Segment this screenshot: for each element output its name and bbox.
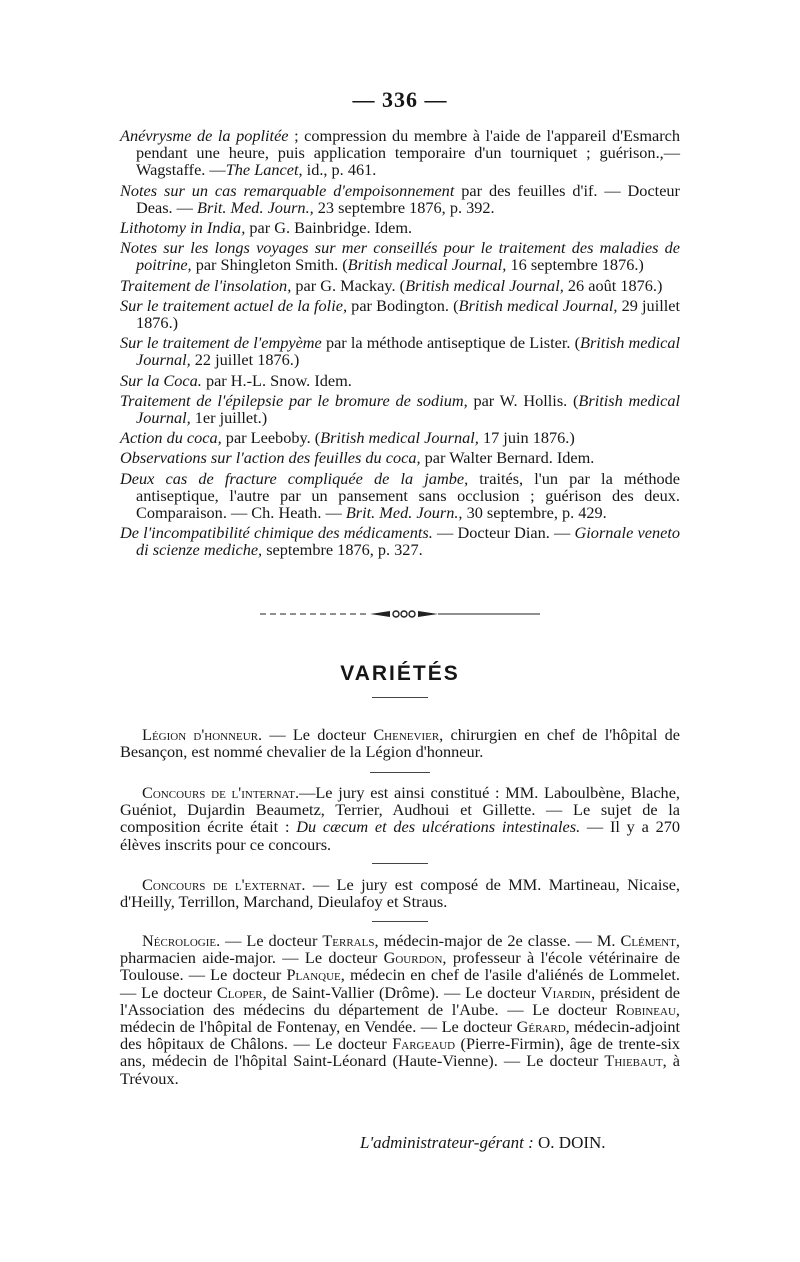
entry-journal: British medical Journal, [405,275,564,295]
entry-journal: The Lancet, [225,160,303,180]
entry-title: Action du coca, [120,428,222,448]
bibliography-entry: Notes sur un cas remarquable d'empoisonnement par des feuilles d'if. — Docteur Deas. — Brit. Med. Journ., 23 septembre 1876, p. 392. [120,180,680,217]
entry-journal: Brit. Med. Journ., [345,503,463,523]
news-head: Concours de l'internat. [142,783,300,802]
ornament-divider-icon [220,609,580,619]
entry-title: De l'incompatibilité chimique des médicaments. [120,523,433,543]
entry-title: Notes sur les longs voyages sur mer conseillés pour le traitement des maladies de poitrine, [120,238,680,275]
person-name: Cloper, [216,982,267,1002]
person-name: Gourdon, [383,948,447,968]
news-head: Légion d'honneur. [142,725,263,744]
bibliography-entry: Lithotomy in India, par G. Bainbridge. Idem. [120,218,413,238]
entry-title: Traitement de l'épilepsie par le bromure de sodium, [120,390,468,410]
entry-journal: British medical Journal, [136,390,681,428]
bibliography-list [120,127,680,562]
person-name: Fargeaud [392,1034,456,1054]
entry-title: Notes sur un cas remarquable d'empoisonnement [120,180,455,200]
divider-rule [370,772,430,773]
person-name: Gérard, [516,1017,570,1037]
person-name: Planque, [286,965,345,985]
news-internat: Concours de l'internat.—Le jury est ainsi constitué : MM. Laboulbène, Blache, Guéniot, Dujardin Beaumetz, Terrier, Audhoui et Gillette. — Le sujet de la composition écrite était : Du cæcum et des ulcérations intestinales. — Il y a 270 élèves inscrits pour ce concours. [120,783,680,854]
bibliography-entry: Deux cas de fracture compliquée de la jambe, traités, l'un par la méthode antiseptique, l'autre par un pansement sans occlusion ; guérison des deux. Comparaison. — Ch. Heath. — Brit. Med. Journ., 30 septembre, p. 429. [120,468,680,523]
news-externat: Concours de l'externat. — Le jury est composé de MM. Martineau, Nicaise, d'Heilly, Terrillon, Marchand, Dieulafoy et Straus. [120,875,680,912]
bibliography-entry: Traitement de l'épilepsie par le bromure de sodium, par W. Hollis. (British medical Journal, 1er juillet.) [120,390,681,428]
person-name: Robineau, [615,999,680,1019]
person-name: Thiebaut, [604,1051,667,1071]
entry-journal: Brit. Med. Journ., [197,197,314,217]
entry-title: Sur le traitement actuel de la folie, [120,295,348,315]
news-head: Concours de l'externat. [142,875,306,894]
entry-title: Anévrysme de la poplitée [120,126,289,145]
title-rule [372,697,428,698]
section-title: VARIÉTÉS [340,662,460,685]
news-head: Nécrologie. [142,931,221,950]
entry-journal: British medical Journal, [458,295,618,315]
entry-title: Traitement de l'insolation, [120,275,292,295]
person-name: Viardin, [540,982,596,1002]
ornament-divider [0,606,800,624]
entry-title: Deux cas de fracture compliquée de la jambe, [120,468,469,488]
entry-journal: British medical Journal, [136,333,681,370]
page-number: — 336 — [352,87,448,112]
divider-rule [372,921,428,922]
signature: L'administrateur-gérant : O. DOIN. [360,1133,606,1152]
news-necrologie: Nécrologie. — Le docteur Terrals, médecin-major de 2e classe. — M. Clément, pharmacien aide-major. — Le docteur Gourdon, professeur à l'école vétérinaire de Toulouse. — Le docteur Planque, médecin en chef de l'asile d'aliénés de Lommelet. — Le docteur Cloper, de Saint-Vallier (Drôme). — Le docteur Viardin, président de l'Association des médecins du département de l'Aube. — Le docteur Robineau, médecin de l'hôpital de Fontenay, en Vendée. — Le docteur Gérard, médecin-adjoint des hôpitaux de Châlons. — Le docteur Fargeaud (Pierre-Firmin), âge de trente-six ans, médecin de l'hôpital Saint-Léonard (Haute-Vienne). — Le docteur Thiebaut, à Trévoux. [120,931,681,1088]
person-name: Clément, [620,931,680,950]
entry-journal: Giornale veneto di scienze mediche, [136,523,680,560]
bibliography-entry: Sur le traitement de l'empyème par la méthode antiseptique de Lister. (British medical Journal, 22 juillet 1876.) [120,333,681,370]
entry-journal: British medical Journal, [347,255,507,275]
entry-journal: British medical Journal, [320,428,479,448]
person-name: Terrals, [322,931,379,950]
bibliography-entry: Anévrysme de la poplitée ; compression du membre à l'aide de l'appareil d'Esmarch pendant une heure, puis application temporaire d'un tourniquet ; guérison.,— Wagstaffe. —The Lancet, id., p. 461. [120,126,681,180]
bibliography-entry: Sur la Coca. par H.-L. Snow. Idem. [120,370,352,390]
news-legion: Légion d'honneur. — Le docteur Chenevier, chirurgien en chef de l'hôpital de Besançon, est nommé chevalier de la Légion d'honneur. [120,725,681,762]
bibliography-entry: Traitement de l'insolation, par G. Mackay. (British medical Journal, 26 août 1876.) [120,275,663,295]
bibliography-entry: Action du coca, par Leeboby. (British medical Journal, 17 juin 1876.) [120,428,575,448]
bibliography-entry: Sur le traitement actuel de la folie, par Bodington. (British medical Journal, 29 juillet 1876.) [120,295,681,333]
bibliography-entry: Notes sur les longs voyages sur mer conseillés pour le traitement des maladies de poitrine, par Shingleton Smith. (British medical Journal, 16 septembre 1876.) [120,238,680,275]
entry-title: Observations sur l'action des feuilles du coca, [120,448,421,468]
entry-title: Sur la Coca. [120,370,202,390]
bibliography-entry: Observations sur l'action des feuilles du coca, par Walter Bernard. Idem. [120,448,595,468]
entry-title: Lithotomy in India, [120,218,246,238]
bibliography-entry: De l'incompatibilité chimique des médicaments. — Docteur Dian. — Giornale veneto di scienze mediche, septembre 1876, p. 327. [120,523,680,560]
entry-title: Sur le traitement de l'empyème [120,333,322,353]
divider-rule [372,863,428,864]
